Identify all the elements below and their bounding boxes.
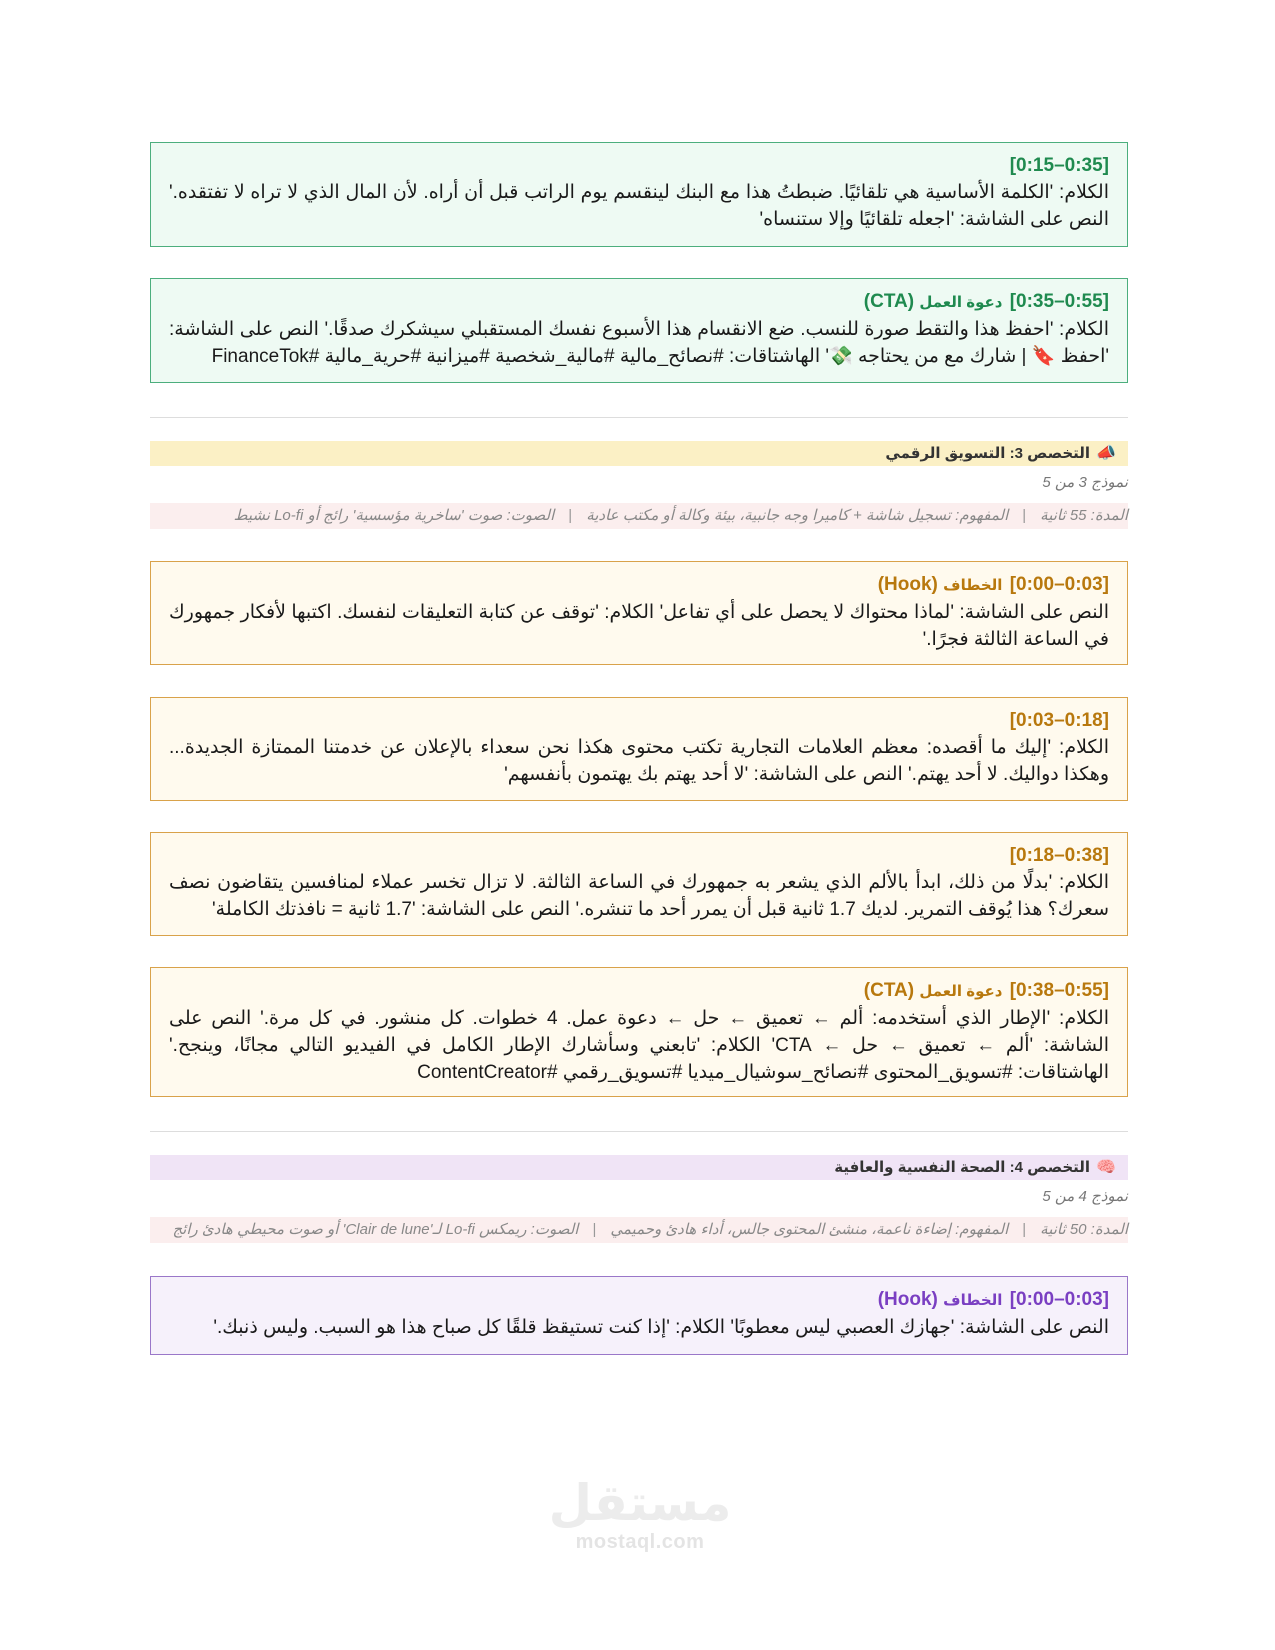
divider	[150, 417, 1128, 418]
block-text: الكلام: 'احفظ هذا والتقط صورة للنسب. ضع الانقسام هذا الأسبوع نفسك المستقبلي سيشكرك صدقًا.' النص على الشاشة: 'احفظ 🔖 | شارك مع من يحتاجه 💸' الهاشتاقات: #نصائح_مالية #مالية_شخصية #ميزانية #حرية_مالية #FinanceTok	[169, 319, 1109, 367]
meta-bar: المدة: 55 ثانية|المفهوم: تسجيل شاشة + كاميرا وجه جانبية، بيئة وكالة أو مكتب عادية|الصوت: صوت 'ساخرية مؤسسية' رائج أو Lo-fi نشيط	[150, 503, 1128, 529]
sample-label: نموذج 3 من 5	[1042, 474, 1128, 491]
script-block-hook	[150, 1276, 1128, 1355]
watermark	[540, 1475, 740, 1554]
divider	[150, 1131, 1128, 1132]
concept: المفهوم: تسجيل شاشة + كاميرا وجه جانبية، بيئة وكالة أو مكتب عادية	[586, 507, 1009, 524]
section-header	[150, 441, 1128, 466]
timestamp: [0:55–0:35] دعوة العمل (CTA)	[863, 291, 1109, 312]
block-text: النص على الشاشة: 'جهازك العصبي ليس معطوبًا' الكلام: 'إذا كنت تستيقظ قلقًا كل صباح هذا هو السبب. وليس ذنبك.'	[213, 1317, 1109, 1338]
sample-label: نموذج 4 من 5	[1042, 1188, 1128, 1205]
duration: المدة: 50 ثانية	[1040, 1221, 1128, 1238]
block-text: الكلام: 'إليك ما أقصده: معظم العلامات التجارية تكتب محتوى هكذا نحن سعداء بالإعلان عن خدمتنا الممتازة الجديدة... وهكذا دواليك. لا أحد يهتم.' النص على الشاشة: 'لا أحد يهتم بك يهتمون بأنفسهم'	[169, 737, 1109, 785]
section-header	[150, 1155, 1128, 1180]
script-block-hook	[150, 561, 1128, 665]
brain-icon: 🧠	[1096, 1159, 1116, 1176]
timestamp: [0:03–0:00] الخطاف (Hook)	[877, 574, 1109, 595]
script-block-cta	[150, 278, 1128, 383]
script-block	[150, 832, 1128, 936]
concept: المفهوم: إضاءة ناعمة، منشئ المحتوى جالس، أداء هادئ وحميمي	[610, 1221, 1009, 1238]
block-text: الكلام: 'الكلمة الأساسية هي تلقائيًا. ضبطتُ هذا مع البنك لينقسم يوم الراتب قبل أن أراه. لأن المال الذي لا تراه لا تفتقده.' النص على الشاشة: 'اجعله تلقائيًا وإلا ستنساه'	[169, 182, 1109, 230]
section-title: التخصص 4: الصحة النفسية والعافية	[834, 1159, 1091, 1176]
timestamp: [0:03–0:00] الخطاف (Hook)	[877, 1289, 1109, 1310]
timestamp: [0:18–0:03]	[1009, 710, 1109, 731]
duration: المدة: 55 ثانية	[1040, 507, 1128, 524]
script-block	[150, 697, 1128, 801]
meta-bar: المدة: 50 ثانية|المفهوم: إضاءة ناعمة، منشئ المحتوى جالس، أداء هادئ وحميمي|الصوت: ريمكس Lo-fi لـ'Clair de lune' أو صوت محيطي هادئ رائج	[150, 1217, 1128, 1243]
block-text: الكلام: 'الإطار الذي أستخدمه: ألم ← تعميق ← حل ← دعوة عمل. 4 خطوات. كل منشور. في كل مرة.' النص على الشاشة: 'ألم ← تعميق ← حل ← CTA' الكلام: 'تابعني وسأشارك الإطار الكامل في الفيديو التالي مجانًا، وينجح.' الهاشتاقات: #تسويق_المحتوى #نصائح_سوشيال_ميديا #تسويق_رقمي #ContentCreator	[169, 1008, 1110, 1083]
script-block	[150, 142, 1128, 247]
megaphone-icon: 📣	[1096, 445, 1116, 462]
watermark-latin: mostaql.com	[575, 1531, 705, 1553]
watermark-arabic: مستقل	[548, 1474, 732, 1532]
block-text: النص على الشاشة: 'لماذا محتواك لا يحصل على أي تفاعل' الكلام: 'توقف عن كتابة التعليقات لنفسك. اكتبها لأفكار جمهورك في الساعة الثالثة فجرًا.'	[169, 602, 1109, 650]
timestamp: [0:55–0:38] دعوة العمل (CTA)	[863, 980, 1109, 1001]
section-title: التخصص 3: التسويق الرقمي	[885, 445, 1091, 462]
block-text: الكلام: 'بدلًا من ذلك، ابدأ بالألم الذي يشعر به جمهورك في الساعة الثالثة. لا تزال تخسر عملاء لمنافسين يتقاضون نصف سعرك؟ هذا يُوقف التمرير. لديك 1.7 ثانية قبل أن يمرر أحد ما تنشره.' النص على الشاشة: '1.7 ثانية = نافذتك الكاملة'	[169, 872, 1109, 920]
script-block-cta	[150, 967, 1128, 1097]
timestamp: [0:38–0:18]	[1009, 845, 1109, 866]
audio: الصوت: ريمكس Lo-fi لـ'Clair de lune' أو صوت محيطي هادئ رائج	[172, 1221, 579, 1238]
audio: الصوت: صوت 'ساخرية مؤسسية' رائج أو Lo-fi نشيط	[233, 507, 555, 524]
timestamp: [0:35–0:15]	[1009, 155, 1109, 176]
